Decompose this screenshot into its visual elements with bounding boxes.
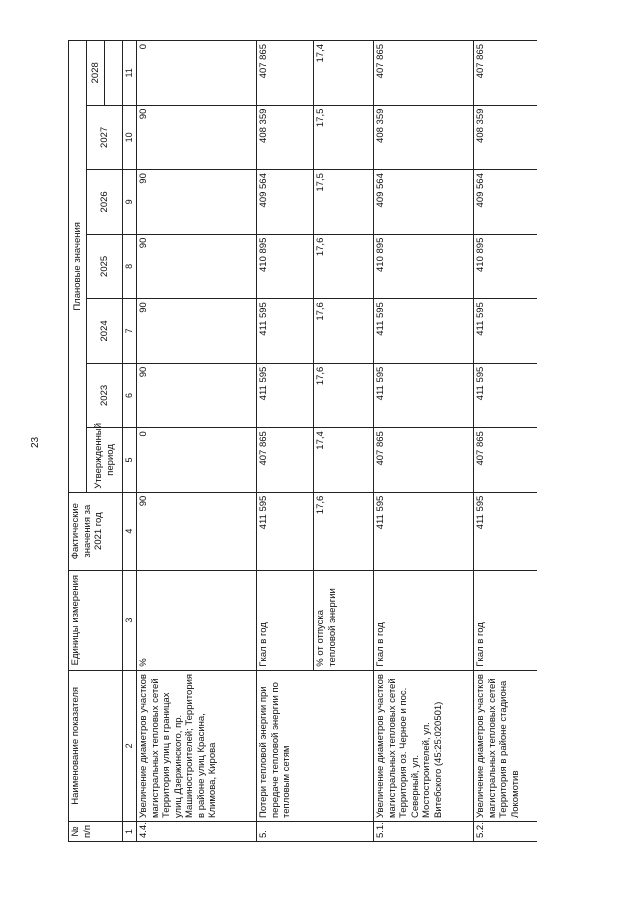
table-row (136, 41, 256, 842)
row-approved: 407 865 (473, 428, 537, 493)
header-indicator: Наименование показателя (69, 670, 123, 821)
row-actual: 17,6 (313, 492, 373, 570)
row-2023: 411 595 (256, 363, 313, 428)
row-2025: 410 895 (256, 234, 313, 299)
row-2027: 408 359 (373, 105, 473, 170)
row-name: Увеличение диаметров участков магистральных тепловых сетей Территория улиц в границах улиц Дзержинского, пр. Машиностроителей; Территория в районе улиц Красина, Климова, Кирова (136, 670, 256, 821)
row-2023: 411 595 (373, 363, 473, 428)
row-2024: 90 (136, 299, 256, 364)
col-number: 5 (123, 428, 137, 493)
rotated-page (68, 40, 625, 842)
row-approved: 407 865 (373, 428, 473, 493)
row-actual: 90 (136, 492, 256, 570)
row-approved: 0 (136, 428, 256, 493)
indicators-table (68, 40, 537, 842)
row-2024: 411 595 (473, 299, 537, 364)
row-2025: 17,6 (313, 234, 373, 299)
row-name: Увеличение диаметров участков магистральных тепловых сетей Территория оз. Черное и пос. Северный, ул. Мостостроителей, ул. Витебского (45:25:020501) (373, 670, 473, 821)
row-2028: 0 (136, 41, 256, 106)
row-no: 5.1. (373, 821, 473, 841)
row-2028: 17,4 (313, 41, 373, 106)
row-2027: 17,5 (313, 105, 373, 170)
col-number: 11 (123, 41, 137, 106)
col-number: 10 (123, 105, 137, 170)
header-actual: Фактические значения за 2021 год (69, 492, 123, 570)
row-unit: Гкал в год (373, 570, 473, 670)
row-2023: 90 (136, 363, 256, 428)
header-year-2028: 2028 (87, 41, 105, 106)
col-number: 7 (123, 299, 137, 364)
row-2026: 409 564 (256, 170, 313, 235)
row-approved: 407 865 (256, 428, 313, 493)
row-no: 5. (256, 821, 373, 841)
header-year-2023: 2023 (87, 363, 123, 428)
col-number: 6 (123, 363, 137, 428)
row-unit: % (136, 570, 256, 670)
col-number: 3 (123, 570, 137, 670)
row-2023: 411 595 (473, 363, 537, 428)
row-2025: 90 (136, 234, 256, 299)
row-2026: 17,5 (313, 170, 373, 235)
row-no: 4.4. (136, 821, 256, 841)
row-name: Потери тепловой энергии при передаче тепловой энергии по тепловым сетям (256, 670, 373, 821)
table-row (256, 41, 313, 842)
col-number: 9 (123, 170, 137, 235)
row-2028: 407 865 (373, 41, 473, 106)
col-number: 8 (123, 234, 137, 299)
row-name: Увеличение диаметров участков магистральных тепловых сетей Территория в районе стадиона Локомотив (473, 670, 537, 821)
row-2027: 90 (136, 105, 256, 170)
row-2027: 408 359 (256, 105, 313, 170)
header-year-2026: 2026 (87, 170, 123, 235)
row-2028: 407 865 (256, 41, 313, 106)
row-unit: Гкал в год (256, 570, 313, 670)
row-unit: Гкал в год (473, 570, 537, 670)
col-number: 2 (123, 670, 137, 821)
row-2024: 17,6 (313, 299, 373, 364)
row-2026: 90 (136, 170, 256, 235)
row-unit: % от отпуска тепловой энергии (313, 570, 373, 670)
row-2025: 410 895 (473, 234, 537, 299)
table-row (473, 41, 537, 842)
header-approved: Утвержденный период (87, 428, 123, 493)
header-year-2025: 2025 (87, 234, 123, 299)
header-year-2027: 2027 (87, 105, 123, 170)
row-2027: 408 359 (473, 105, 537, 170)
row-2026: 409 564 (373, 170, 473, 235)
row-actual: 411 595 (373, 492, 473, 570)
row-no: 5.2. (473, 821, 537, 841)
table-row (373, 41, 473, 842)
page-number: 23 (30, 436, 41, 448)
row-actual: 411 595 (256, 492, 313, 570)
col-number: 1 (123, 821, 137, 841)
header-year-2024: 2024 (87, 299, 123, 364)
header-unit: Единицы измерения (69, 570, 123, 670)
row-2024: 411 595 (256, 299, 313, 364)
row-approved: 17,4 (313, 428, 373, 493)
row-2028: 407 865 (473, 41, 537, 106)
row-2026: 409 564 (473, 170, 537, 235)
header-planned: Плановые значения (69, 41, 87, 493)
row-2025: 410 895 (373, 234, 473, 299)
row-2024: 411 595 (373, 299, 473, 364)
header-blank (105, 41, 123, 106)
header-no: № п/п (69, 821, 123, 841)
col-number: 4 (123, 492, 137, 570)
row-actual: 411 595 (473, 492, 537, 570)
row-2023: 17,6 (313, 363, 373, 428)
